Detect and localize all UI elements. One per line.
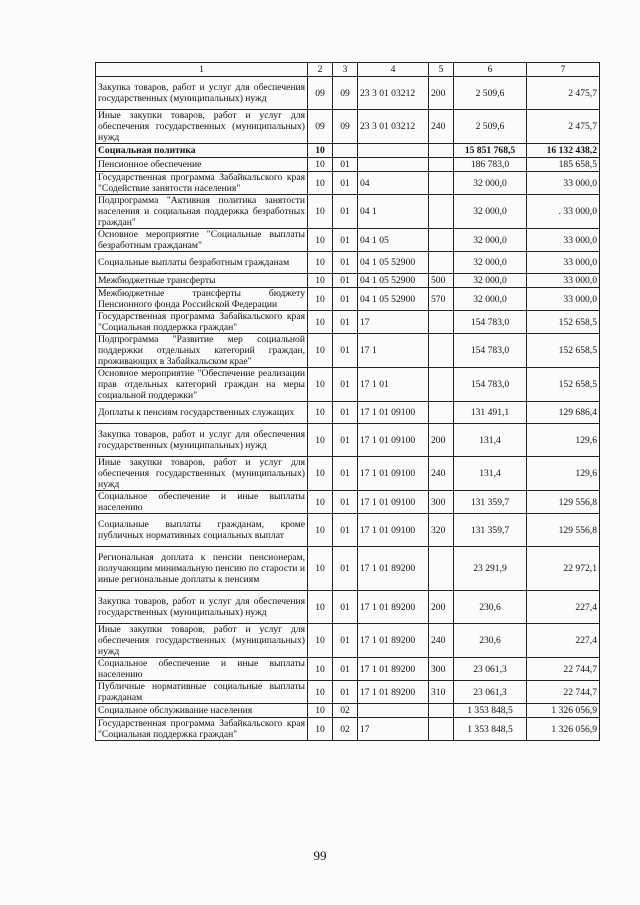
cell-vr [429,334,454,368]
cell-v1: 230,6 [454,591,527,624]
cell-csr: 17 1 01 89200 [358,658,429,681]
cell-v2: 129 556,8 [527,491,600,514]
table-row [96,402,600,424]
cell-rz: 10 [308,514,333,547]
cell-name: Социальные выплаты безработным гражданам [96,252,308,274]
cell-pr: 01 [333,158,358,172]
cell-name: Социальная политика [96,144,308,158]
cell-v2: . 33 000,0 [527,195,600,229]
cell-v2: 33 000,0 [527,288,600,311]
cell-name: Социальное обслуживание населения [96,704,308,718]
cell-pr [333,144,358,158]
cell-vr: 500 [429,274,454,288]
header-cell: 6 [454,63,527,77]
cell-name: Иные закупки товаров, работ и услуг для обеспечения государственных (муниципальных) нужд [96,624,308,658]
cell-name: Межбюджетные трансферты [96,274,308,288]
cell-csr: 17 1 01 [358,368,429,402]
cell-csr: 04 1 05 [358,229,429,252]
cell-vr: 240 [429,110,454,144]
cell-rz: 09 [308,77,333,110]
cell-rz: 10 [308,491,333,514]
cell-vr [429,229,454,252]
table-row [96,110,600,144]
cell-name: Закупка товаров, работ и услуг для обеспечения государственных (муниципальных) нужд [96,77,308,110]
cell-vr [429,311,454,334]
cell-name: Государственная программа Забайкальского края "Содействие занятости населения" [96,172,308,195]
cell-vr [429,172,454,195]
cell-name: Иные закупки товаров, работ и услуг для обеспечения государственных (муниципальных) нужд [96,457,308,491]
cell-pr: 01 [333,658,358,681]
cell-rz: 10 [308,172,333,195]
cell-pr: 01 [333,514,358,547]
cell-csr: 17 1 [358,334,429,368]
cell-v1: 131,4 [454,457,527,491]
cell-csr [358,704,429,718]
cell-pr: 01 [333,681,358,704]
cell-v2: 152 658,5 [527,334,600,368]
table-row [96,274,600,288]
cell-csr: 17 1 01 89200 [358,591,429,624]
cell-pr: 01 [333,172,358,195]
cell-name: Подпрограмма "Активная политика занятости населения и социальная поддержка безработных граждан" [96,195,308,229]
cell-name: Социальные выплаты гражданам, кроме публичных нормативных социальных выплат [96,514,308,547]
cell-csr: 04 [358,172,429,195]
cell-vr [429,718,454,741]
cell-v2: 129,6 [527,424,600,457]
cell-v1: 23 291,9 [454,547,527,591]
table-row [96,252,600,274]
cell-v1: 131 359,7 [454,514,527,547]
cell-csr: 17 1 01 89200 [358,547,429,591]
table-row [96,514,600,547]
table-row [96,424,600,457]
cell-name: Региональная доплата к пенсии пенсионерам, получающим минимальную пенсию по старости и иные региональные доплаты к пенсиям [96,547,308,591]
cell-vr: 300 [429,658,454,681]
cell-rz: 10 [308,624,333,658]
cell-rz: 10 [308,402,333,424]
table-row [96,704,600,718]
cell-pr: 01 [333,334,358,368]
cell-v2: 1 326 056,9 [527,704,600,718]
cell-csr: 17 1 01 09100 [358,424,429,457]
cell-vr [429,368,454,402]
table-row [96,491,600,514]
cell-v1: 2 509,6 [454,110,527,144]
cell-csr: 17 1 01 09100 [358,457,429,491]
cell-csr: 04 1 05 52900 [358,274,429,288]
table-row [96,591,600,624]
cell-rz: 10 [308,368,333,402]
cell-rz: 10 [308,288,333,311]
cell-rz: 10 [308,681,333,704]
cell-csr: 23 3 01 03212 [358,77,429,110]
cell-v1: 1 353 848,5 [454,718,527,741]
cell-v2: 22 744,7 [527,658,600,681]
cell-csr: 17 1 01 09100 [358,402,429,424]
cell-vr [429,547,454,591]
cell-v2: 129,6 [527,457,600,491]
cell-pr: 01 [333,402,358,424]
cell-rz: 10 [308,591,333,624]
cell-name: Государственная программа Забайкальского края "Социальная поддержка граждан" [96,718,308,741]
cell-rz: 10 [308,144,333,158]
cell-pr: 01 [333,311,358,334]
table-row [96,681,600,704]
cell-pr: 01 [333,424,358,457]
cell-v2: 152 658,5 [527,368,600,402]
table-row [96,229,600,252]
cell-v2: 33 000,0 [527,229,600,252]
cell-v1: 32 000,0 [454,274,527,288]
table-row [96,288,600,311]
cell-v2: 33 000,0 [527,252,600,274]
table-row [96,624,600,658]
header-cell: 3 [333,63,358,77]
cell-v1: 32 000,0 [454,288,527,311]
cell-name: Закупка товаров, работ и услуг для обеспечения государственных (муниципальных) нужд [96,424,308,457]
table-row [96,144,600,158]
page-number: 99 [313,848,327,863]
cell-pr: 09 [333,77,358,110]
cell-v2: 22 972,1 [527,547,600,591]
cell-v1: 23 061,3 [454,681,527,704]
cell-name: Иные закупки товаров, работ и услуг для обеспечения государственных (муниципальных) нужд [96,110,308,144]
cell-name: Государственная программа Забайкальского края "Социальная поддержка граждан" [96,311,308,334]
cell-rz: 10 [308,274,333,288]
cell-rz: 10 [308,457,333,491]
cell-vr: 200 [429,424,454,457]
cell-v1: 32 000,0 [454,252,527,274]
cell-pr: 02 [333,704,358,718]
cell-vr [429,704,454,718]
cell-pr: 01 [333,274,358,288]
cell-rz: 10 [308,334,333,368]
cell-name: Основное мероприятие "Социальные выплаты безработным гражданам" [96,229,308,252]
cell-v1: 15 851 768,5 [454,144,527,158]
cell-name: Подпрограмма "Развитие мер социальной поддержки отдельных категорий граждан, проживающих в Забайкальском крае" [96,334,308,368]
header-row [96,63,600,77]
cell-v1: 154 783,0 [454,368,527,402]
cell-csr: 17 [358,311,429,334]
cell-v1: 131 359,7 [454,491,527,514]
cell-name: Основное мероприятие "Обеспечение реализации прав отдельных категорий граждан на меры социальной поддержки" [96,368,308,402]
cell-csr: 04 1 05 52900 [358,252,429,274]
cell-csr: 17 [358,718,429,741]
cell-v1: 23 061,3 [454,658,527,681]
cell-pr: 01 [333,252,358,274]
cell-csr: 04 1 05 52900 [358,288,429,311]
cell-pr: 09 [333,110,358,144]
table-row [96,658,600,681]
cell-name: Межбюджетные трансферты бюджету Пенсионного фонда Российской Федерации [96,288,308,311]
cell-pr: 01 [333,288,358,311]
cell-csr: 04 1 [358,195,429,229]
cell-pr: 01 [333,624,358,658]
cell-rz: 10 [308,311,333,334]
cell-v2: 33 000,0 [527,274,600,288]
cell-vr: 570 [429,288,454,311]
cell-vr: 200 [429,591,454,624]
cell-v2: 129 556,8 [527,514,600,547]
header-cell: 4 [358,63,429,77]
cell-pr: 01 [333,591,358,624]
cell-vr [429,195,454,229]
cell-v2: 185 658,5 [527,158,600,172]
cell-rz: 10 [308,158,333,172]
cell-vr: 300 [429,491,454,514]
cell-pr: 01 [333,368,358,402]
cell-v2: 22 744,7 [527,681,600,704]
cell-v2: 1 326 056,9 [527,718,600,741]
cell-name: Пенсионное обеспечение [96,158,308,172]
cell-v1: 154 783,0 [454,311,527,334]
table-row [96,334,600,368]
cell-vr: 200 [429,77,454,110]
table-row [96,368,600,402]
cell-vr [429,402,454,424]
cell-v1: 1 353 848,5 [454,704,527,718]
cell-v1: 32 000,0 [454,229,527,252]
cell-v1: 131 491,1 [454,402,527,424]
cell-name: Доплаты к пенсиям государственных служащих [96,402,308,424]
table-row [96,311,600,334]
budget-table [95,62,600,741]
header-cell: 2 [308,63,333,77]
cell-vr [429,158,454,172]
cell-v2: 152 658,5 [527,311,600,334]
cell-v2: 2 475,7 [527,77,600,110]
cell-csr: 17 1 01 89200 [358,681,429,704]
cell-v2: 16 132 438,2 [527,144,600,158]
cell-name: Социальное обеспечение и иные выплаты населению [96,491,308,514]
cell-v2: 2 475,7 [527,110,600,144]
cell-pr: 02 [333,718,358,741]
cell-csr: 17 1 01 89200 [358,624,429,658]
table-row [96,77,600,110]
cell-rz: 10 [308,195,333,229]
cell-vr: 240 [429,457,454,491]
cell-rz: 10 [308,704,333,718]
cell-vr [429,252,454,274]
table-row [96,457,600,491]
cell-csr: 17 1 01 09100 [358,514,429,547]
cell-name: Закупка товаров, работ и услуг для обеспечения государственных (муниципальных) нужд [96,591,308,624]
cell-rz: 10 [308,424,333,457]
table-row [96,718,600,741]
cell-v2: 227,4 [527,591,600,624]
cell-rz: 09 [308,110,333,144]
cell-csr: 23 3 01 03212 [358,110,429,144]
table-row [96,158,600,172]
header-cell: 1 [96,63,308,77]
cell-v1: 230,6 [454,624,527,658]
cell-csr [358,158,429,172]
cell-v1: 186 783,0 [454,158,527,172]
cell-v1: 32 000,0 [454,172,527,195]
cell-csr [358,144,429,158]
cell-pr: 01 [333,547,358,591]
cell-pr: 01 [333,457,358,491]
cell-vr [429,144,454,158]
header-cell: 5 [429,63,454,77]
cell-name: Социальное обеспечение и иные выплаты населению [96,658,308,681]
cell-pr: 01 [333,491,358,514]
cell-vr: 310 [429,681,454,704]
table-row [96,172,600,195]
cell-pr: 01 [333,229,358,252]
cell-v2: 33 000,0 [527,172,600,195]
cell-csr: 17 1 01 09100 [358,491,429,514]
cell-pr: 01 [333,195,358,229]
cell-rz: 10 [308,229,333,252]
cell-rz: 10 [308,718,333,741]
cell-v1: 131,4 [454,424,527,457]
cell-vr: 240 [429,624,454,658]
cell-v1: 154 783,0 [454,334,527,368]
cell-v2: 129 686,4 [527,402,600,424]
cell-rz: 10 [308,252,333,274]
cell-name: Публичные нормативные социальные выплаты гражданам [96,681,308,704]
table-row [96,195,600,229]
table-row [96,547,600,591]
cell-rz: 10 [308,658,333,681]
cell-rz: 10 [308,547,333,591]
cell-v1: 32 000,0 [454,195,527,229]
cell-vr: 320 [429,514,454,547]
header-cell: 7 [527,63,600,77]
cell-v1: 2 509,6 [454,77,527,110]
cell-v2: 227,4 [527,624,600,658]
